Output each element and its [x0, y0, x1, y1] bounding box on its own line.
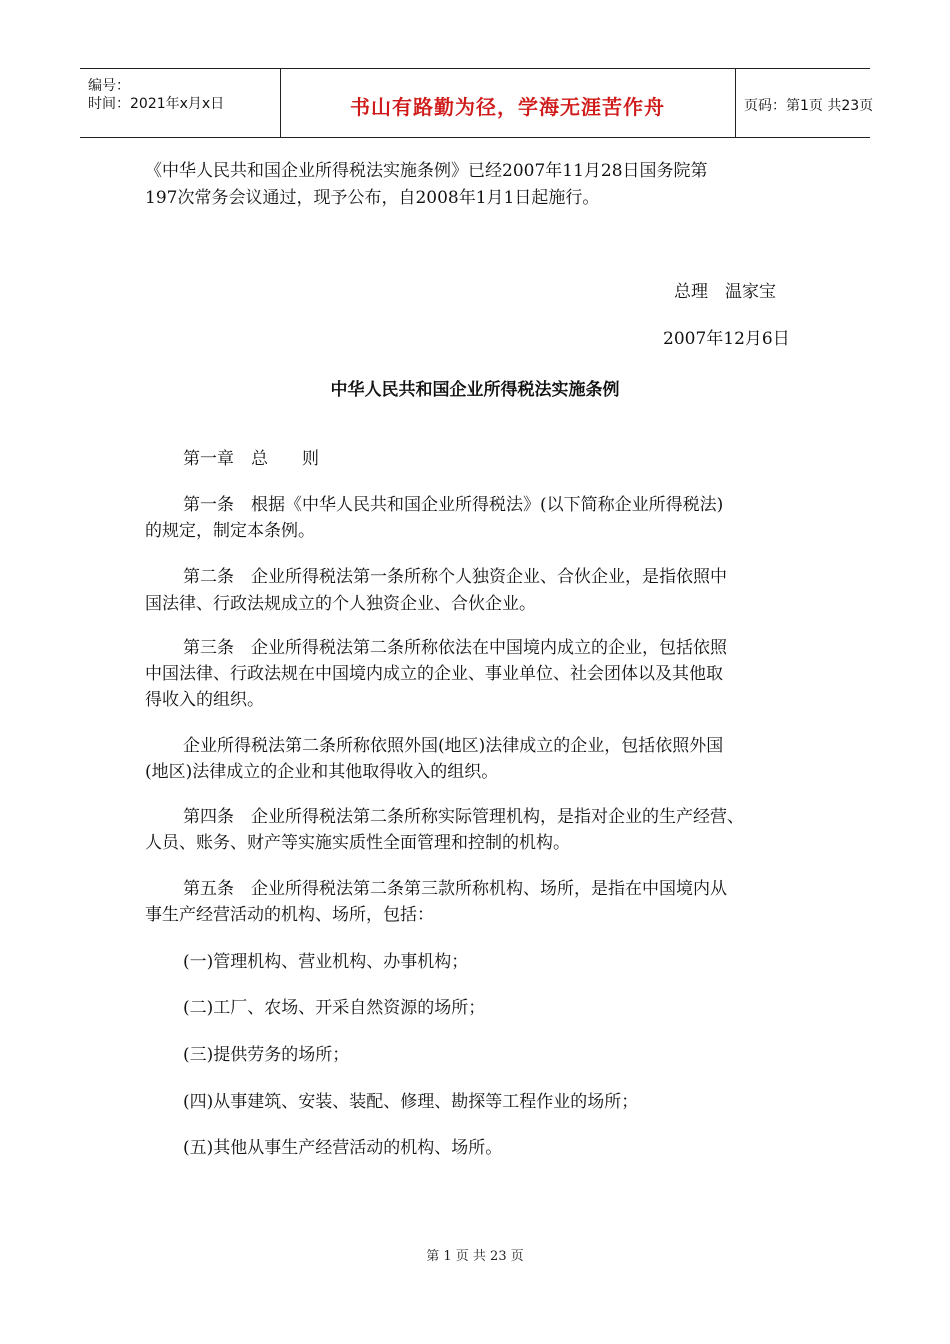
document-title: 中华人民共和国企业所得税法实施条例 [330, 380, 620, 400]
paragraph-line: 第四条 企业所得税法第二条所称实际管理机构，是指对企业的生产经营、 [183, 807, 744, 827]
list-item: (五)其他从事生产经营活动的机构、场所。 [183, 1138, 503, 1158]
paragraph-line: (地区)法律成立的企业和其他取得收入的组织。 [145, 762, 499, 782]
paragraph-line: 第五条 企业所得税法第二条第三款所称机构、场所，是指在中国境内从 [183, 879, 727, 899]
time-label: 时间：2021年x月x日 [88, 96, 225, 112]
page-header [80, 68, 874, 138]
paragraph-line: 得收入的组织。 [145, 690, 264, 710]
paragraph-line: 国法律、行政法规成立的个人独资企业、合伙企业。 [145, 594, 536, 614]
signature-date: 2007年12月6日 [663, 329, 790, 349]
list-item: (三)提供劳务的场所； [183, 1045, 350, 1065]
page-footer: 第 1 页 共 23 页 [426, 1249, 524, 1264]
header-motto: 书山有路勤为径，学海无涯苦作舟 [350, 95, 665, 119]
list-item: (四)从事建筑、安装、装配、修理、勘探等工程作业的场所； [183, 1092, 639, 1112]
chapter-heading: 第一章 总 则 [183, 449, 319, 469]
list-item: (一)管理机构、营业机构、办事机构； [183, 952, 469, 972]
paragraph-line: 企业所得税法第二条所称依照外国(地区)法律成立的企业，包括依照外国 [183, 736, 724, 756]
paragraph-line: 第三条 企业所得税法第二条所称依法在中国境内成立的企业，包括依照 [183, 638, 727, 658]
paragraph-line: 中国法律、行政法规在中国境内成立的企业、事业单位、社会团体以及其他取 [145, 664, 723, 684]
premier-signature: 总理 温家宝 [674, 282, 776, 302]
paragraph-line: 第一条 根据《中华人民共和国企业所得税法》(以下简称企业所得税法) [183, 495, 724, 515]
intro-line-1: 《中华人民共和国企业所得税法实施条例》已经2007年11月28日国务院第 [145, 161, 708, 181]
number-label: 编号： [88, 78, 130, 94]
paragraph-line: 人员、账务、财产等实施实质性全面管理和控制的机构。 [145, 833, 570, 853]
intro-line-2: 197次常务会议通过，现予公布，自2008年1月1日起施行。 [145, 188, 600, 208]
header-page-cell [736, 69, 874, 137]
header-motto-cell [280, 69, 736, 137]
paragraph-line: 事生产经营活动的机构、场所，包括： [145, 905, 434, 925]
header-info-cell [80, 69, 281, 137]
paragraph-line: 第二条 企业所得税法第一条所称个人独资企业、合伙企业，是指依照中 [183, 567, 727, 587]
header-page-info: 页码：第1页 共23页 [744, 98, 874, 114]
list-item: (二)工厂、农场、开采自然资源的场所； [183, 998, 486, 1018]
paragraph-line: 的规定，制定本条例。 [145, 521, 315, 541]
